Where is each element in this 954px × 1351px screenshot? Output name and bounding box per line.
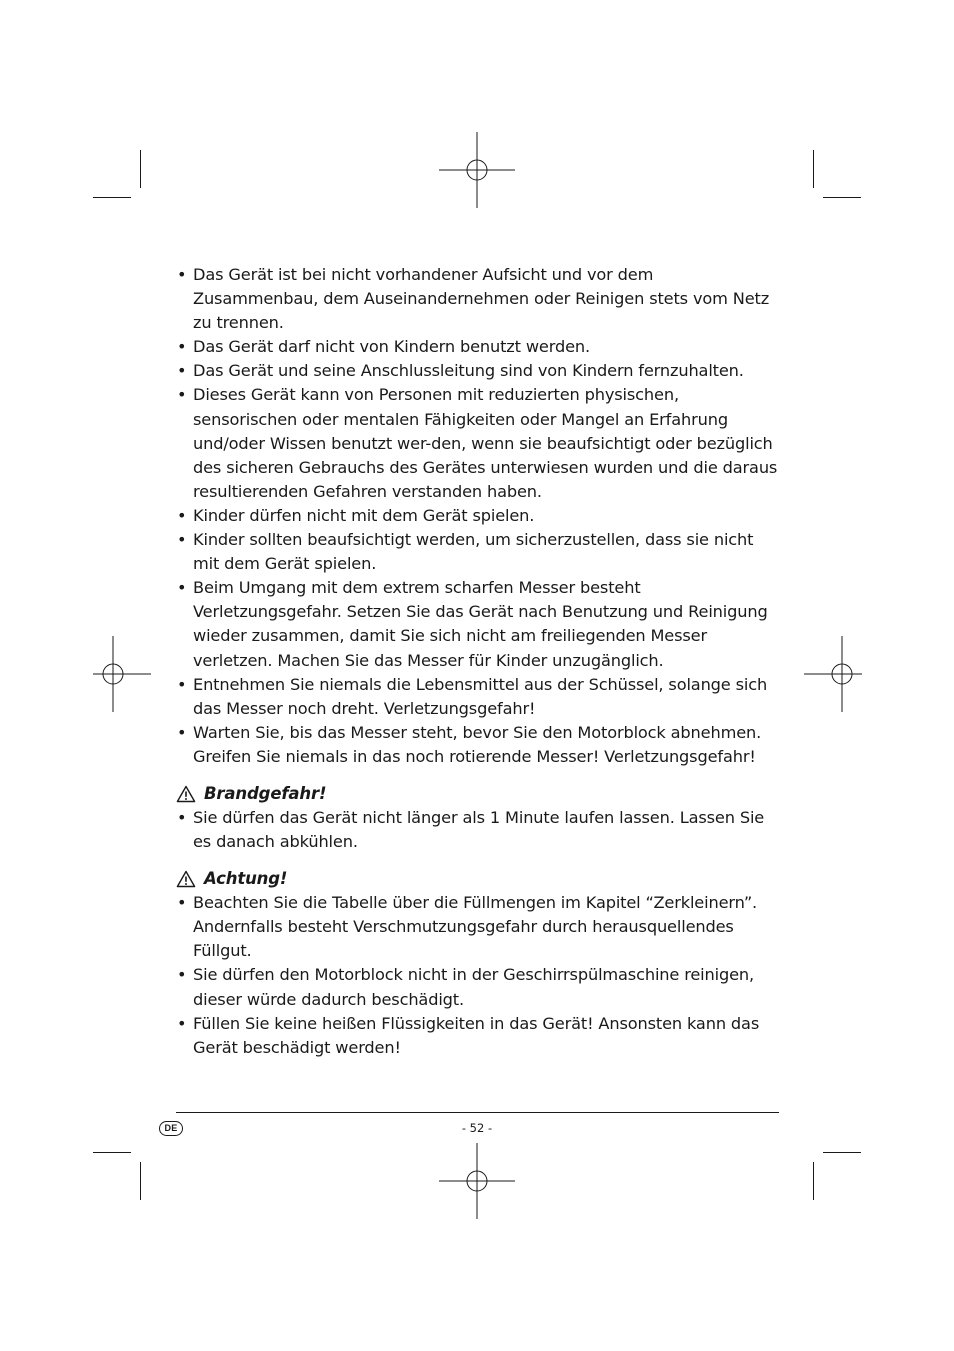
list-item: • Sie dürfen das Gerät nicht länger als 1 Minute laufen lassen. Lassen Sie es danach abkühlen.	[176, 806, 782, 854]
footer-divider	[176, 1112, 779, 1113]
registration-mark-bottom	[439, 1143, 515, 1219]
crop-mark-bottom-right-vertical	[813, 1162, 814, 1200]
fire-hazard-heading	[176, 782, 782, 806]
list-item: • Kinder dürfen nicht mit dem Gerät spielen.	[176, 504, 782, 528]
caution-heading	[176, 867, 782, 891]
fire-hazard-heading-text: Brandgefahr!	[204, 783, 327, 803]
list-item: • Sie dürfen den Motorblock nicht in der Geschirrspülmaschine reinigen, dieser würde dadurch beschädigt.	[176, 963, 782, 1011]
crop-mark-top-right-vertical	[813, 150, 814, 188]
warning-triangle-icon	[176, 785, 196, 803]
crop-mark-bottom-left-horizontal	[93, 1152, 131, 1153]
list-item: • Kinder sollten beaufsichtigt werden, um sicherzustellen, dass sie nicht mit dem Gerät spielen.	[176, 528, 782, 576]
caution-list	[176, 891, 782, 1060]
warning-triangle-icon	[176, 870, 196, 888]
crop-mark-top-left-vertical	[140, 150, 141, 188]
page-content	[176, 263, 782, 1060]
crop-mark-bottom-right-horizontal	[823, 1152, 861, 1153]
crop-mark-bottom-left-vertical	[140, 1162, 141, 1200]
registration-mark-top	[439, 132, 515, 208]
registration-mark-right	[804, 636, 880, 712]
crop-mark-top-right-horizontal	[823, 197, 861, 198]
list-item: • Beachten Sie die Tabelle über die Füllmengen im Kapitel “Zerkleinern”. Andernfalls besteht Verschmutzungsgefahr durch herausquellendes Füllgut.	[176, 891, 782, 963]
safety-list	[176, 263, 782, 769]
crop-mark-top-left-horizontal	[93, 197, 131, 198]
language-badge: DE	[159, 1121, 183, 1136]
list-item: • Dieses Gerät kann von Personen mit reduzierten physischen, sensorischen oder mentalen Fähigkeiten oder Mangel an Erfahrung und/oder Wissen benutzt wer-den, wenn sie beaufsichtigt oder bezüglich des sicheren Gebrauchs des Gerätes unterwiesen wurden und die daraus resultierenden Gefahren verstanden haben.	[176, 383, 782, 503]
page-number: - 52 -	[461, 1121, 493, 1135]
list-item: • Warten Sie, bis das Messer steht, bevor Sie den Motorblock abnehmen. Greifen Sie niemals in das noch rotierende Messer! Verletzungsgefahr!	[176, 721, 782, 769]
list-item: • Entnehmen Sie niemals die Lebensmittel aus der Schüssel, solange sich das Messer noch dreht. Verletzungsgefahr!	[176, 673, 782, 721]
fire-hazard-list	[176, 806, 782, 854]
list-item: • Das Gerät und seine Anschlussleitung sind von Kindern fernzuhalten.	[176, 359, 782, 383]
caution-heading-text: Achtung!	[204, 869, 288, 889]
list-item: • Füllen Sie keine heißen Flüssigkeiten in das Gerät! Ansonsten kann das Gerät beschädigt werden!	[176, 1012, 782, 1060]
list-item: • Beim Umgang mit dem extrem scharfen Messer besteht Verletzungsgefahr. Setzen Sie das Gerät nach Benutzung und Reinigung wieder zusammen, damit Sie sich nicht am freiliegenden Messer verletzen. Machen Sie das Messer für Kinder unzugänglich.	[176, 576, 782, 672]
list-item: • Das Gerät ist bei nicht vorhandener Aufsicht und vor dem Zusammenbau, dem Auseinandernehmen oder Reinigen stets vom Netz zu trennen.	[176, 263, 782, 335]
list-item: • Das Gerät darf nicht von Kindern benutzt werden.	[176, 335, 782, 359]
registration-mark-left	[75, 636, 151, 712]
